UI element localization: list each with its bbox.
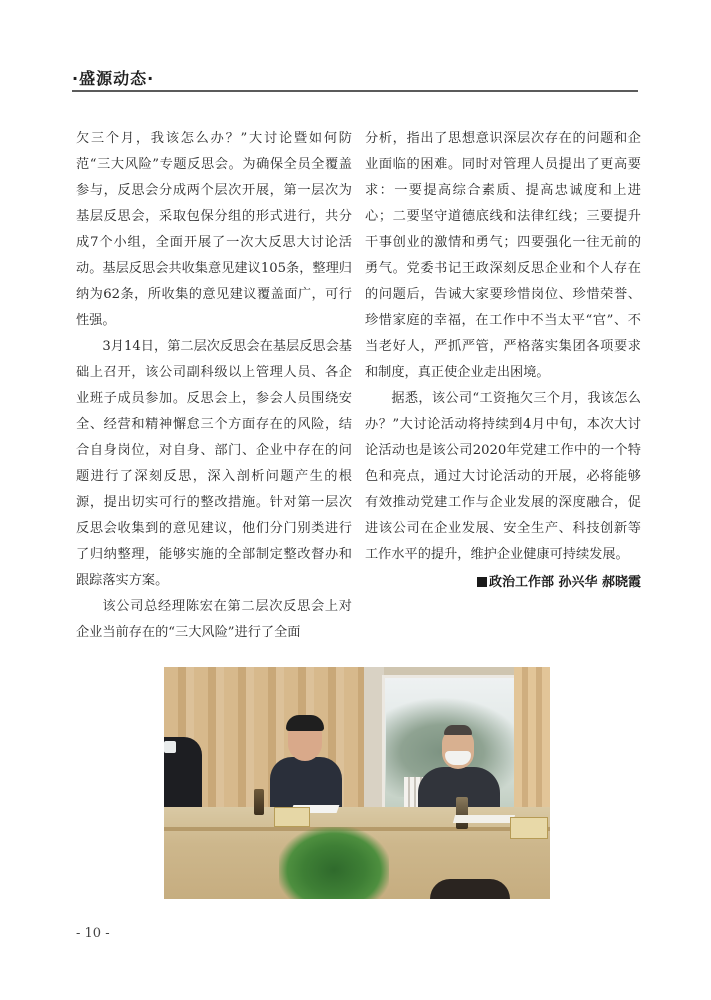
tissue-box — [510, 817, 548, 839]
article-paragraph: 欠三个月，我该怎么办？”大讨论暨如何防范“三大风险”专题反思会。为确保全员全覆盖参与，反思会分成两个层次开展，第一层次为基层反思会，采取包保分组的形式进行，共分成7个小组，全面开展了一次大反思大讨论活动。基层反思会共收集意见建议105条，整理归纳为62条，所收集的意见建议覆盖面广，可行性强。 — [76, 131, 352, 328]
foreground-figure — [430, 879, 510, 899]
tea-cup — [456, 797, 468, 829]
attendee-mask — [445, 751, 471, 765]
byline-text: 政治工作部 孙兴华 郝晓霞 — [488, 575, 641, 590]
article-right-column — [365, 126, 641, 596]
paper-document — [453, 815, 515, 823]
table-plant — [279, 827, 389, 899]
section-title: ·盛源动态· — [72, 69, 155, 88]
article-paragraph: 3月14日，第二层次反思会在基层反思会基础上召开，该公司副科级以上管理人员、各企业班子成员参加。反思会上，参会人员围绕安全、经营和精神懈怠三个方面存在的风险，结合自身岗位，对自身、部门、企业中存在的问题进行了深刻反思，深入剖析问题产生的根源，提出切实可行的整改措施。针对第一层次反思会收集到的意见建议，他们分门别类进行了归纳整理，能够实施的全部制定整改督办和跟踪落实方案。 — [76, 339, 352, 588]
speaker-hair — [286, 715, 324, 731]
article-paragraph: 该公司总经理陈宏在第二层次反思会上对企业当前存在的“三大风险”进行了全面 — [76, 599, 352, 640]
page-number: - 10 - — [76, 926, 110, 941]
tea-cup — [254, 789, 264, 815]
article-byline — [365, 570, 641, 596]
square-bullet-icon — [477, 577, 487, 587]
article-paragraph: 分析，指出了思想意识深层次存在的问题和企业面临的困难。同时对管理人员提出了更高要求：一要提高综合素质、提高忠诚度和上进心；二要坚守道德底线和法律红线；三要提升干事创业的激情和勇气；四要强化一往无前的勇气。党委书记王政深刻反思企业和个人存在的问题后，告诫大家要珍惜岗位、珍惜荣誉、珍惜家庭的幸福，在工作中不当太平“官”、不当老好人，严抓严管，严格落实集团各项要求和制度，真正使企业走出困境。 — [365, 131, 641, 380]
photo-curtain-right — [514, 667, 550, 827]
photo-wall — [364, 667, 384, 817]
page-header — [72, 64, 638, 92]
tissue-box — [274, 807, 310, 827]
article-left-column — [76, 126, 352, 646]
article-paragraph: 据悉，该公司“工资拖欠三个月，我该怎么办？”大讨论活动将持续到4月中旬，本次大讨论活动也是该公司2020年党建工作中的一个特色和亮点，通过大讨论活动的开展，必将能够有效推动党建工作与企业发展的深度融合，促进该公司在企业发展、安全生产、科技创新等工作水平的提升，维护企业健康可持续发展。 — [365, 391, 641, 562]
header-divider — [72, 90, 638, 92]
attendee-hair — [444, 725, 472, 735]
person-left-mask — [164, 741, 176, 753]
meeting-photo — [164, 667, 550, 899]
